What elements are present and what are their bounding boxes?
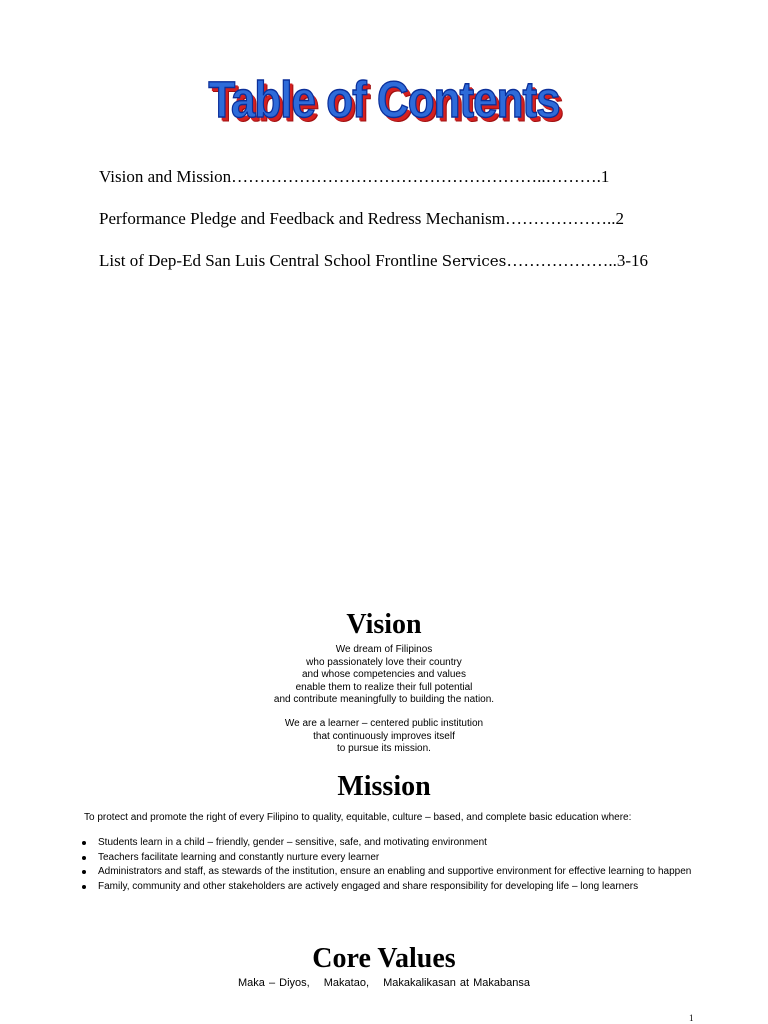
core-values-line	[0, 977, 768, 989]
toc-entry-services-word: Services	[441, 252, 507, 270]
toc-entry-performance-pledge: Performance Pledge and Feedback and Redress Mechanism………………..2	[99, 209, 624, 228]
toc-entry-page-ref: ………………..3-16	[506, 251, 649, 270]
vision-heading: Vision	[346, 609, 422, 640]
vision-line: and contribute meaningfully to building the nation.	[273, 694, 495, 706]
toc-entry-frontline-services	[99, 250, 719, 272]
toc-entry-text: List of Dep-Ed San Luis Central School Frontline	[99, 251, 442, 270]
vision-line: We dream of Filipinos	[335, 644, 433, 655]
vision-section	[0, 608, 768, 756]
mission-heading: Mission	[337, 771, 431, 802]
vision-line: enable them to realize their full potential	[295, 681, 473, 693]
toc-title: Table of Contents	[208, 72, 560, 129]
toc-entry-vision-mission: Vision and Mission………………………………………………..……….1	[99, 167, 610, 186]
vision-paragraph-2	[0, 718, 768, 756]
core-value: Maka – Diyos,	[238, 977, 310, 989]
core-values-heading: Core Values	[312, 943, 456, 974]
mission-intro: To protect and promote the right of every Filipino to quality, equitable, culture – based, and complete basic education where:	[84, 812, 632, 823]
vision-paragraph-1	[0, 644, 768, 707]
vision-line: We are a learner – centered public institution	[284, 717, 484, 729]
list-item: Administrators and staff, as stewards of the institution, ensure an enabling and supportive environment for effective learning to happen	[82, 865, 702, 880]
core-value: Makatao,	[323, 977, 370, 989]
core-value: Makakalikasan at Makabansa	[383, 977, 530, 989]
vision-line: to pursue its mission.	[337, 743, 431, 755]
list-item: Family, community and other stakeholders are actively engaged and share responsibility for developing life – long learners	[82, 880, 702, 895]
page-number: 1	[689, 1013, 694, 1023]
vision-line: and whose competencies and values	[302, 669, 466, 681]
vision-line: that continuously improves itself	[313, 730, 455, 742]
toc-list	[99, 166, 719, 292]
vision-line: who passionately love their country	[306, 656, 462, 668]
list-item: Teachers facilitate learning and constantly nurture every learner	[82, 851, 702, 866]
list-item: Students learn in a child – friendly, gender – sensitive, safe, and motivating environment	[82, 836, 702, 851]
mission-bullet-list	[82, 836, 702, 894]
